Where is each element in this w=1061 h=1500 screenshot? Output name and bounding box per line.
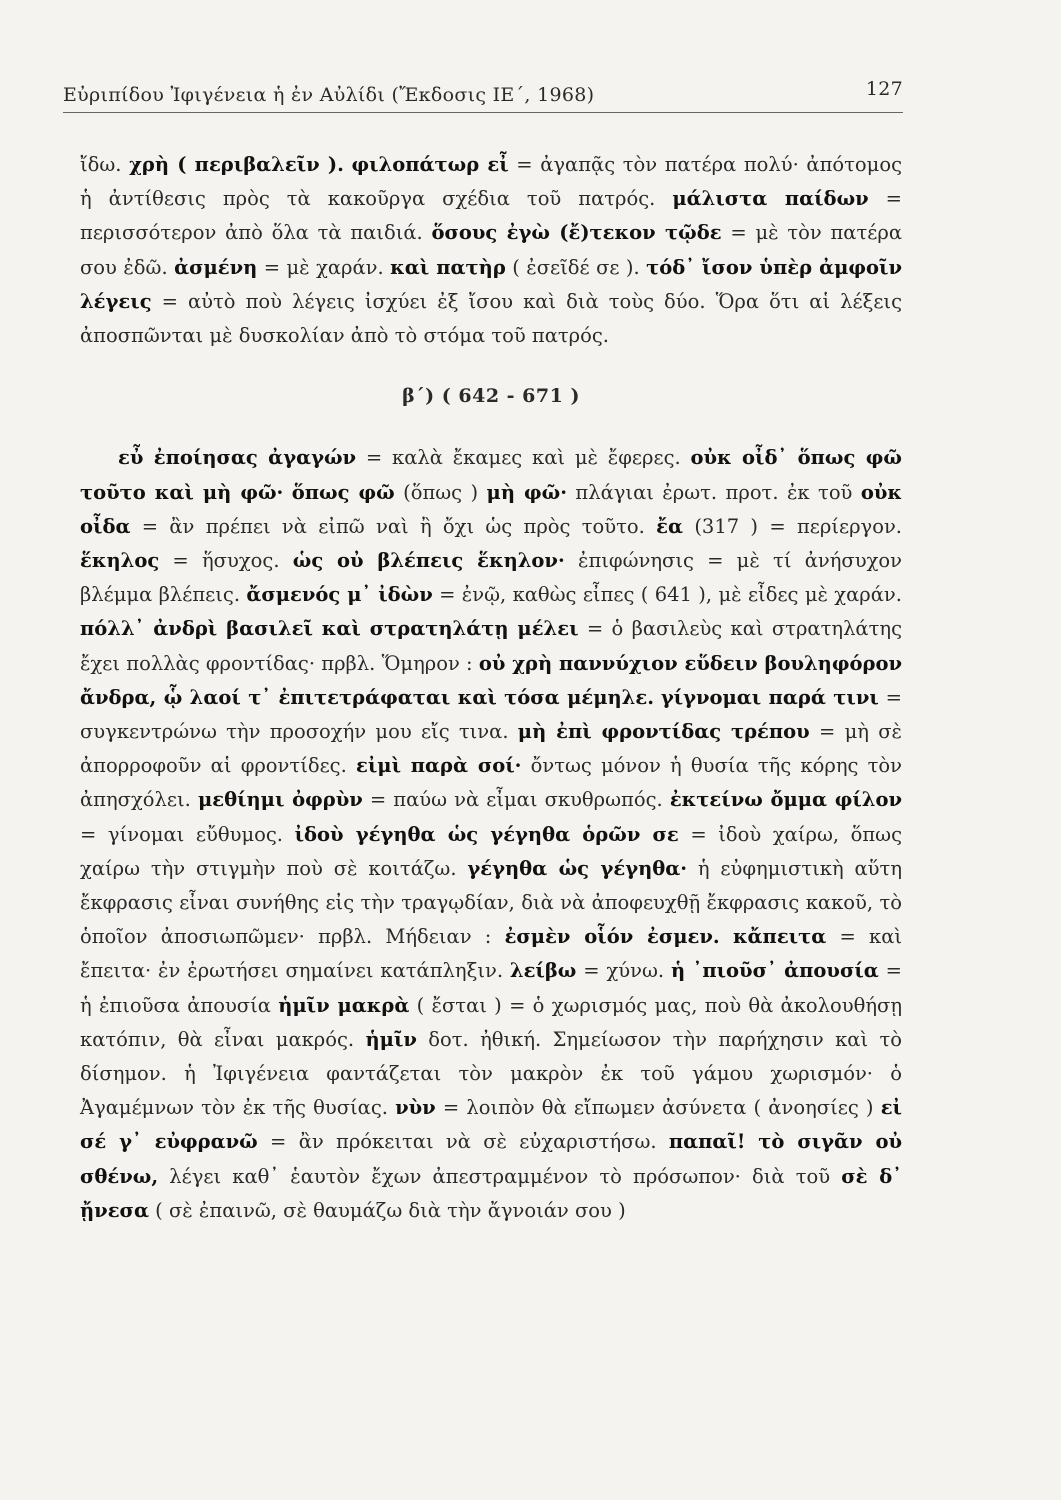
gloss-text: = παύω νὰ εἶμαι σκυθρωπός.	[362, 788, 670, 812]
lemma-term: λείβω	[509, 959, 577, 983]
gloss-text: λέγει καθ᾽ ἑαυτὸν ἔχων ἀπεστραμμένον τὸ πρόσωπον· διὰ τοῦ	[158, 1164, 842, 1188]
lemma-term: γέγηθα ὡς γέγηθα·	[467, 856, 688, 880]
lemma-term: ἕκηλος	[80, 549, 160, 573]
gloss-text	[654, 686, 661, 709]
gloss-text: = χύνω.	[576, 959, 671, 983]
gloss-text: = καὶ ἔπειτα· ἐν ἐρωτήσει σημαίνει κατάπληξιν.	[80, 925, 903, 983]
gloss-text: = ἥσυχος.	[159, 549, 293, 573]
lemma-term: οὐκ οἶδ᾽ ὅπως φῶ τοῦτο καὶ μὴ φῶ·	[80, 446, 902, 504]
page-number: 127	[865, 78, 903, 100]
gloss-text: ( ἐσεῖδέ σε ).	[505, 255, 647, 279]
gloss-text: (317 ) = περίεργον.	[683, 514, 902, 538]
gloss-text: = ἡ ἐπιοῦσα ἀπουσία	[80, 959, 903, 1017]
gloss-text: ἴδω.	[80, 153, 130, 176]
lemma-term: κἄπειτα	[732, 925, 827, 949]
gloss-text: ( ἔσται ) = ὁ χωρισμός μας, ποὺ θὰ ἀκολουθήσῃ κατόπιν, θὰ εἶναι μακρός.	[80, 993, 903, 1051]
gloss-text: = ἂν πρέπει νὰ εἰπῶ ναὶ ἢ ὄχι ὡς πρὸς τοῦτο.	[130, 514, 657, 538]
lemma-term: ἡ ᾽πιοῦσ᾽ ἀπουσία	[670, 959, 879, 983]
lemma-term: ὅσους ἐγὼ (ἔ)τεκον τῷδε	[431, 221, 722, 245]
gloss-text	[720, 925, 733, 948]
lemma-term: ἔα	[656, 514, 684, 538]
lemma-term: μὴ φῶ·	[486, 480, 568, 504]
lemma-term: ἄσμενός μ᾽ ἰδὼν	[246, 583, 433, 607]
gloss-text: ὄντως μόνον ἡ θυσία τῆς κόρης τὸν ἀπησχόλει.	[80, 754, 902, 812]
gloss-text: (ὅπως )	[394, 480, 487, 504]
lemma-term: ὡς οὐ βλέπεις ἕκηλον·	[292, 549, 565, 573]
lemma-term: εἰ σέ γ᾽ εὐφρανῶ	[80, 1096, 902, 1154]
lemma-term: χρὴ ( περιβαλεῖν ).	[129, 153, 344, 176]
gloss-text: ( σὲ ἐπαινῶ, σὲ θαυμάζω διὰ τὴν ἄγνοιάν σου )	[148, 1198, 626, 1222]
lemma-term: μάλιστα παίδων	[672, 187, 869, 211]
gloss-text: = καλὰ ἔκαμες καὶ μὲ ἔφερες.	[356, 446, 691, 470]
section-title: β΄) ( 642 - 671 )	[402, 385, 580, 408]
lemma-term: ἀσμένη	[174, 255, 258, 279]
gloss-text: = περισσότερον ἀπὸ ὅλα τὰ παιδιά.	[80, 187, 903, 245]
running-header	[63, 78, 903, 113]
lemma-term: μεθίημι ὀφρὺν	[197, 788, 363, 812]
lemma-term: ἡμῖν μακρὰ	[278, 993, 410, 1017]
paragraph-2	[80, 441, 902, 1228]
header-title: Εὐριπίδου Ἰφιγένεια ἡ ἐν Αὐλίδι (Ἔκδοσις ΙΕ΄, 1968)	[63, 84, 595, 106]
gloss-text: = λοιπὸν θὰ εἴπωμεν ἀσύνετα ( ἀνοησίες )	[435, 1096, 881, 1120]
lemma-term: φιλοπάτωρ εἶ	[351, 153, 509, 176]
gloss-text	[283, 481, 291, 504]
gloss-text: = ἂν πρόκειται νὰ σὲ εὐχαριστήσω.	[257, 1130, 669, 1154]
gloss-text: ἐπιφώνησις = μὲ τί ἀνήσυχον βλέμμα βλέπεις.	[80, 549, 902, 607]
lemma-term: πόλλ᾽ ἀνδρὶ βασιλεῖ καὶ στρατηλάτῃ μέλει	[80, 617, 579, 641]
lemma-term: οὐκ οἶδα	[80, 480, 902, 538]
gloss-text: πλάγιαι ἐρωτ. προτ. ἐκ τοῦ	[567, 480, 861, 504]
gloss-text: = μὲ χαράν.	[257, 255, 391, 279]
lemma-term: καὶ πατὴρ	[390, 255, 506, 279]
lemma-term: ἐκτείνω ὄμμα φίλον	[669, 788, 903, 812]
gloss-text: = ἀγαπᾷς τὸν πατέρα πολύ· ἀπότομος ἡ ἀντίθεσις πρὸς τὰ κακοῦργα σχέδια τοῦ πατρός.	[80, 153, 902, 211]
paragraph-1	[80, 148, 902, 353]
gloss-text: δοτ. ἠθική. Σημείωσον τὴν παρήχησιν καὶ τὸ δίσημον. ἡ Ἰφιγένεια φαντάζεται τὸν μακρὸν ἐκ τοῦ γάμου χωρισμόν· ὁ Ἀγαμέμνων τὸν ἐκ τῆς θυσίας.	[80, 1027, 902, 1120]
lemma-term: τόδ᾽ ἴσον ὑπὲρ ἀμφοῖν λέγεις	[80, 255, 902, 313]
lemma-term: σὲ δ᾽ ᾔνεσα	[80, 1164, 902, 1222]
gloss-text: = γίνομαι εὔθυμος.	[80, 822, 295, 846]
gloss-text: = ὁ βασιλεὺς καὶ στρατηλάτης ἔχει πολλὰς φροντίδας· πρβλ. Ὅμηρον :	[80, 617, 902, 675]
lemma-term: μὴ ἐπὶ φροντίδας τρέπου	[517, 720, 810, 744]
lemma-term: γίγνομαι παρά τινι	[660, 685, 879, 709]
lemma-term: ἡμῖν	[365, 1027, 417, 1051]
lemma-term: εἰμὶ παρὰ σοί·	[356, 754, 522, 778]
lemma-term: εὖ ἐποίησας ἀγαγών	[118, 446, 357, 470]
gloss-text: = συγκεντρώνω τὴν προσοχήν μου εἴς τινα.	[80, 685, 902, 744]
lemma-term: ὅπως φῶ	[291, 480, 395, 504]
gloss-text: = μὴ σὲ ἀπορροφοῦν αἱ φροντίδες.	[80, 720, 902, 778]
gloss-text: = αὐτὸ ποὺ λέγεις ἰσχύει ἐξ ἴσου καὶ διὰ τοὺς δύο. Ὅρα ὅτι αἱ λέξεις ἀποσπῶνται μὲ δυσκολίαν ἀπὸ τὸ στόμα τοῦ πατρός.	[80, 289, 902, 348]
gloss-text: = ἐνῷ, καθὼς εἶπες ( 641 ), μὲ εἶδες μὲ χαράν.	[432, 583, 902, 607]
commentary-body	[80, 148, 902, 1228]
gloss-text: = ἰδοὺ χαίρω, ὅπως χαίρω τὴν στιγμὴν ποὺ σὲ κοιτάζω.	[80, 822, 903, 880]
gloss-text: ἡ εὐφημιστικὴ αὕτη ἔκφρασις εἶναι συνήθης εἰς τὴν τραγῳδίαν, διὰ νὰ ἀποφευχθῇ ἔκφρασις κακοῦ, τὸ ὁποῖον ἀποσιωπῶμεν· πρβλ. Μήδειαν :	[80, 856, 902, 949]
lemma-term: ἰδοὺ γέγηθα ὡς γέγηθα ὁρῶν σε	[294, 822, 679, 846]
lemma-term: παπαῖ! τὸ σιγᾶν οὐ σθένω,	[80, 1130, 902, 1188]
lemma-term: νὺν	[395, 1096, 436, 1120]
lemma-term: ἐσμὲν οἷόν ἐσμεν.	[504, 925, 720, 949]
lemma-term: οὐ χρὴ παννύχιον εὕδειν βουληφόρον ἄνδρα, ᾧ λαοί τ᾽ ἐπιτετράφαται καὶ τόσα μέμηλε.	[80, 651, 902, 709]
gloss-text: = μὲ τὸν πατέρα σου ἐδῶ.	[80, 221, 902, 279]
